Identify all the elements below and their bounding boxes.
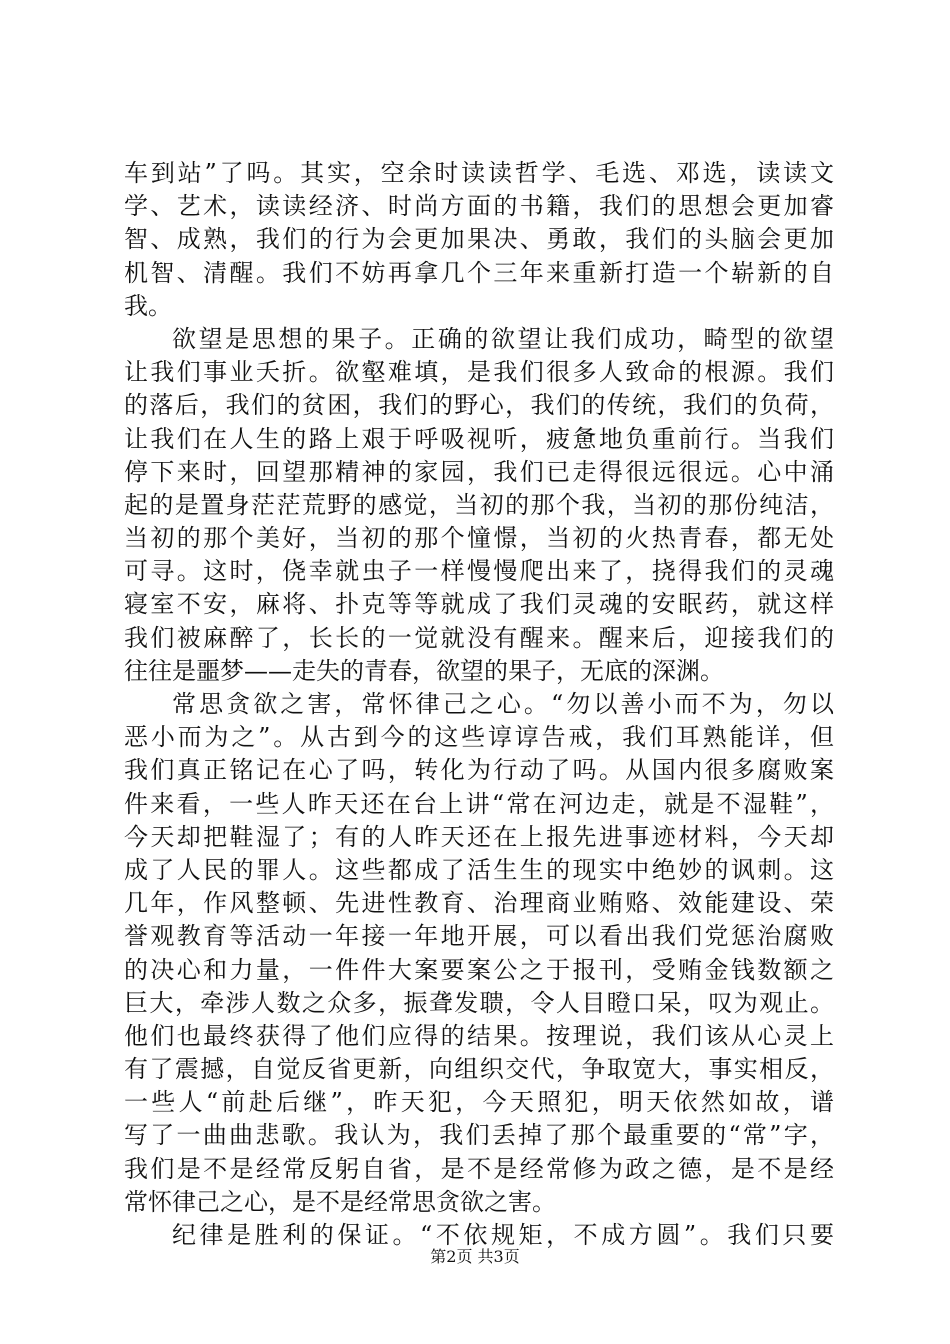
text-line: 欲望是思想的果子。正确的欲望让我们成功，畸型的欲望 bbox=[172, 324, 834, 353]
text-line: 停下来时，回望那精神的家园，我们已走得很远很远。心中涌 bbox=[124, 457, 834, 486]
text-line: 让我们事业夭折。欲壑难填，是我们很多人致命的根源。我们 bbox=[124, 358, 834, 387]
text-line: 车到站”了吗。其实，空余时读读哲学、毛选、邓选，读读文 bbox=[124, 159, 834, 187]
text-line: 件来看，一些人昨天还在台上讲“常在河边走，就是不湿鞋”， bbox=[124, 789, 834, 818]
text-line: 他们也最终获得了他们应得的结果。按理说，我们该从心灵上 bbox=[124, 1021, 834, 1050]
text-line: 的决心和力量，一件件大案要案公之于报刊，受贿金钱数额之 bbox=[124, 955, 834, 984]
text-line: 寝室不安，麻将、扑克等等就成了我们灵魂的安眠药，就这样 bbox=[124, 590, 834, 619]
text-line: 我。 bbox=[124, 291, 172, 320]
text-line: 成了人民的罪人。这些都成了活生生的现实中绝妙的讽刺。这 bbox=[124, 855, 834, 884]
text-line: 让我们在人生的路上艰于呼吸视听，疲惫地负重前行。当我们 bbox=[124, 424, 834, 453]
text-line: 有了震撼，自觉反省更新，向组织交代，争取宽大，事实相反， bbox=[124, 1055, 834, 1084]
text-line: 今天却把鞋湿了；有的人昨天还在上报先进事迹材料，今天却 bbox=[124, 822, 834, 851]
page-footer: 第2页 共3页 bbox=[430, 1247, 520, 1266]
text-line: 可寻。这时，侥幸就虫子一样慢慢爬出来了，挠得我们的灵魂 bbox=[124, 557, 834, 586]
text-line: 誉观教育等活动一年接一年地开展，可以看出我们党惩治腐败 bbox=[124, 922, 834, 951]
text-line: 当初的那个美好，当初的那个憧憬，当初的火热青春，都无处 bbox=[124, 524, 834, 553]
text-line: 常思贪欲之害，常怀律己之心。“勿以善小而不为，勿以 bbox=[172, 690, 834, 718]
text-line: 恶小而为之”。从古到今的这些谆谆告戒，我们耳熟能详，但 bbox=[124, 723, 834, 752]
text-line: 几年，作风整顿、先进性教育、治理商业贿赂、效能建设、荣 bbox=[124, 889, 834, 918]
text-line: 我们被麻醉了，长长的一觉就没有醒来。醒来后，迎接我们的 bbox=[124, 623, 834, 652]
text-line: 起的是置身茫茫荒野的感觉，当初的那个我，当初的那份纯洁， bbox=[124, 490, 834, 519]
text-line: 写了一曲曲悲歌。我认为，我们丢掉了那个最重要的“常”字， bbox=[124, 1121, 834, 1150]
text-line: 机智、清醒。我们不妨再拿几个三年来重新打造一个崭新的自 bbox=[124, 258, 834, 287]
text-line: 的落后，我们的贫困，我们的野心，我们的传统，我们的负荷， bbox=[124, 391, 834, 420]
text-line: 常怀律己之心，是不是经常思贪欲之害。 bbox=[124, 1187, 556, 1216]
text-line: 我们真正铭记在心了吗，转化为行动了吗。从国内很多腐败案 bbox=[124, 756, 834, 785]
text-line: 学、艺术，读读经济、时尚方面的书籍，我们的思想会更加睿 bbox=[124, 192, 834, 221]
text-line: 一些人“前赴后继”，昨天犯，今天照犯，明天依然如故，谱 bbox=[124, 1088, 834, 1117]
text-line: 巨大，牵涉人数之众多，振聋发聩，令人目瞪口呆，叹为观止。 bbox=[124, 988, 834, 1017]
text-line: 智、成熟，我们的行为会更加果决、勇敢，我们的头脑会更加 bbox=[124, 225, 834, 254]
text-line: 我们是不是经常反躬自省，是不是经常修为政之德，是不是经 bbox=[124, 1154, 834, 1183]
text-line: 往往是噩梦——走失的青春，欲望的果子，无底的深渊。 bbox=[124, 656, 724, 685]
body-text bbox=[124, 157, 834, 1252]
text-line: 纪律是胜利的保证。“不依规矩，不成方圆”。我们只要 bbox=[172, 1221, 834, 1249]
